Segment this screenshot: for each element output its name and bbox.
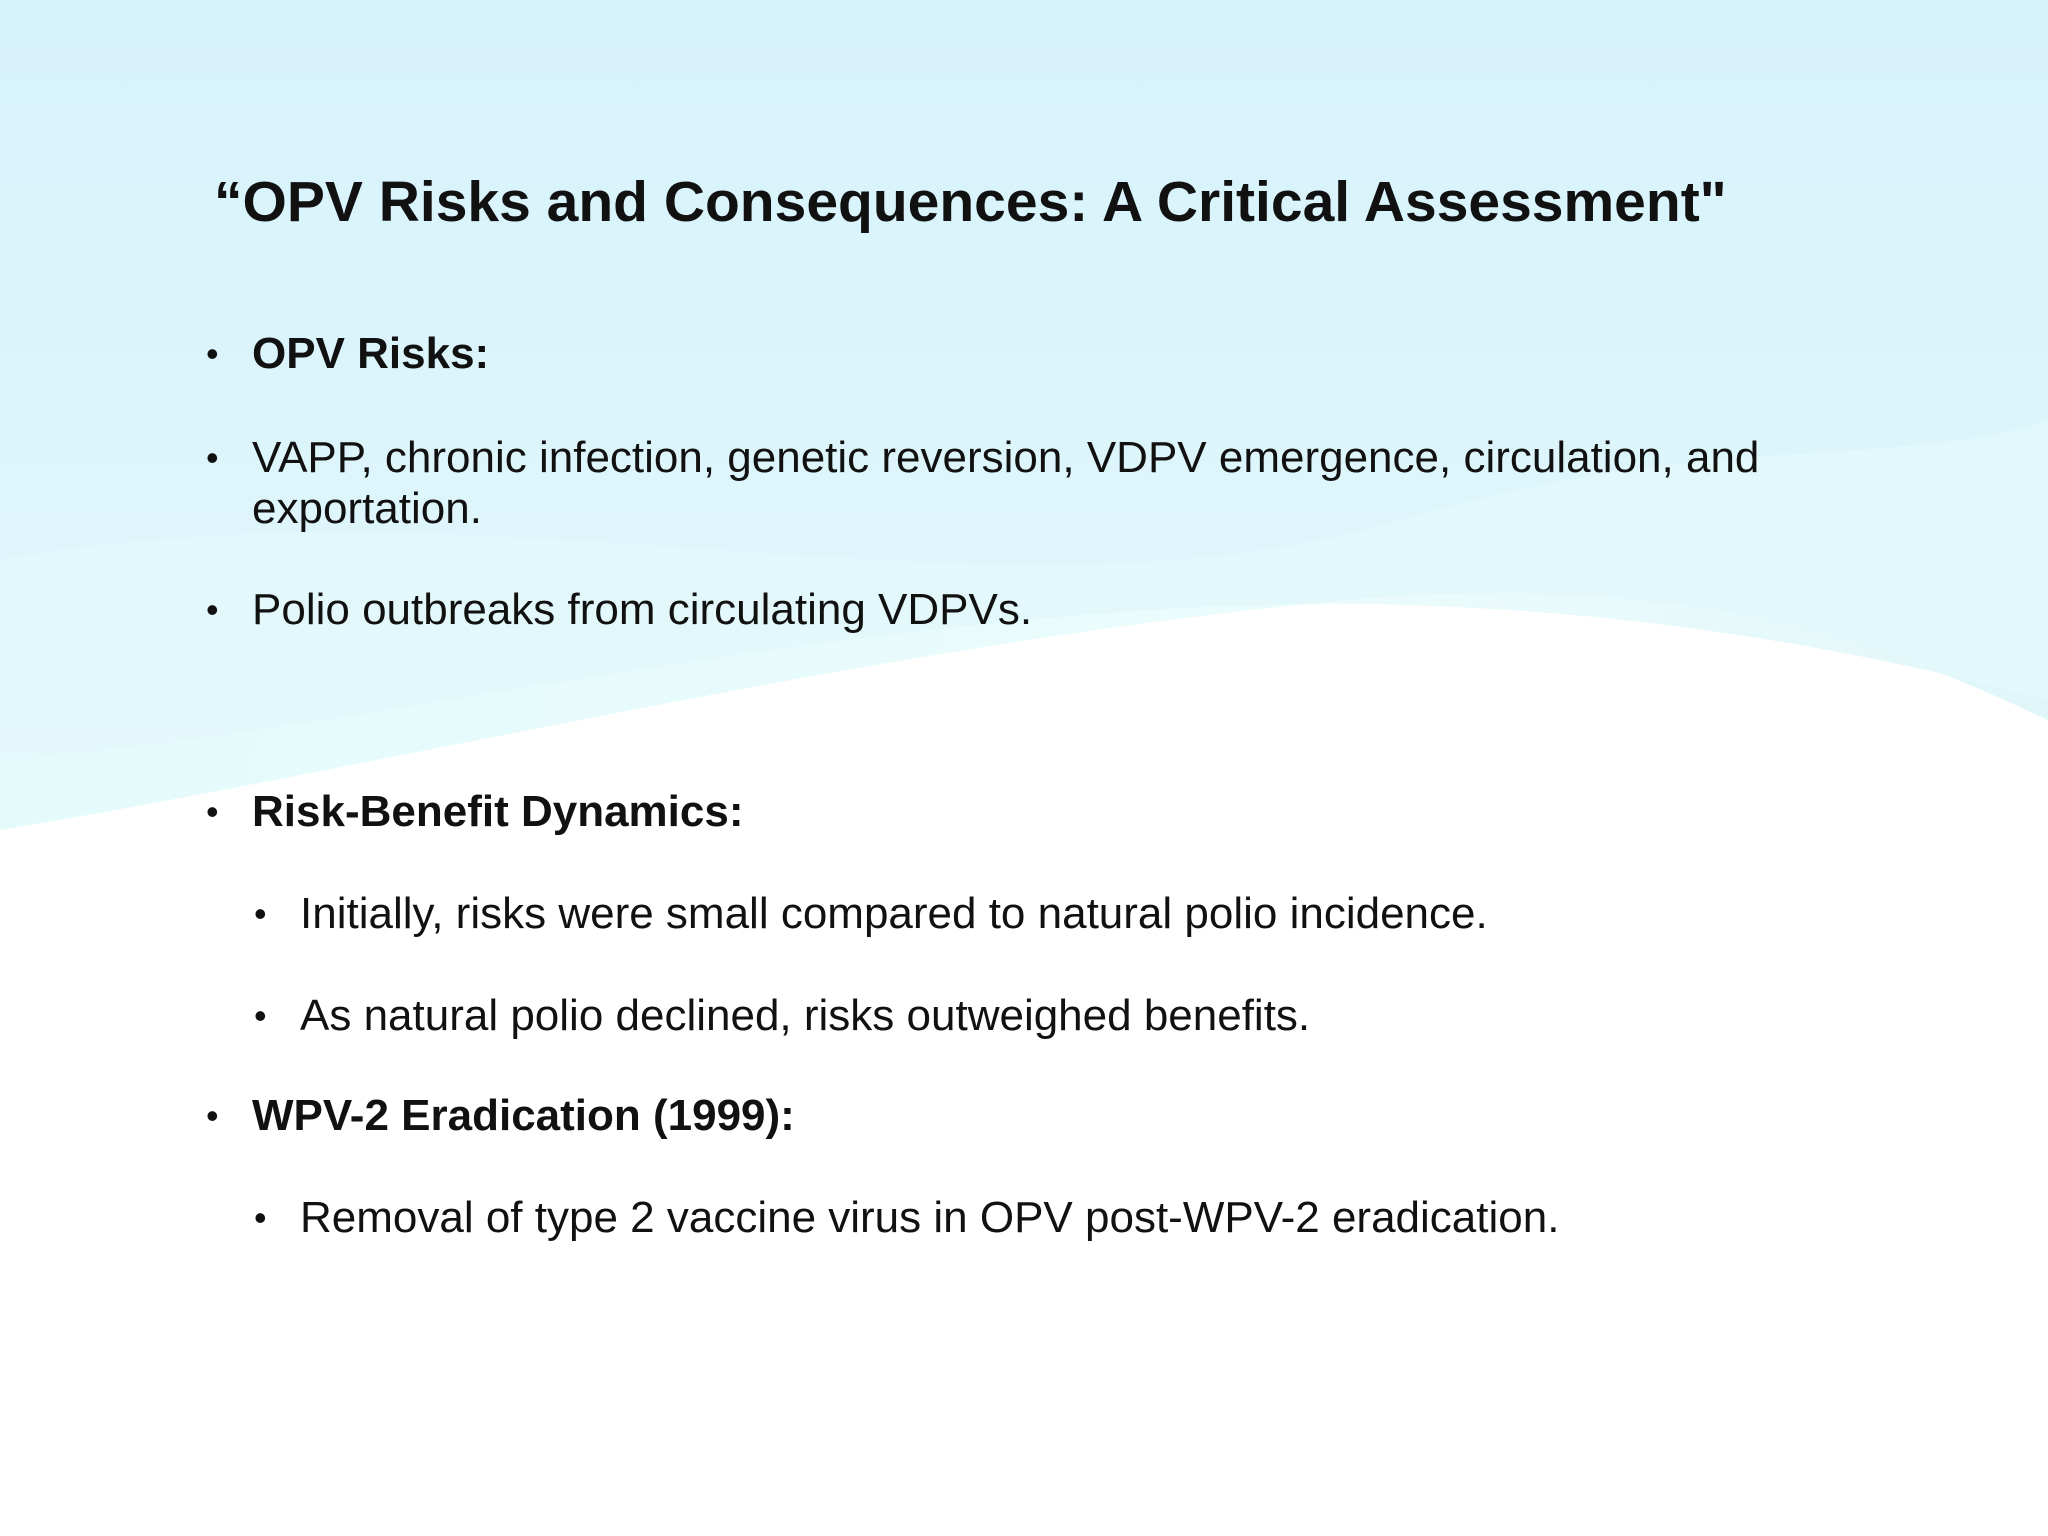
bullet-item (206, 432, 1832, 534)
slide-title: “OPV Risks and Consequences: A Critical Assessment" (214, 170, 1727, 234)
sub-bullet-item (254, 1192, 1840, 1243)
bullet-item (206, 584, 1832, 635)
bullet-dot-icon: • (254, 1197, 267, 1238)
bullet-item (206, 1090, 1832, 1141)
sub-bullet-item (254, 888, 1840, 939)
bullet-dot-icon: • (206, 437, 219, 478)
bullet-text: Polio outbreaks from circulating VDPVs. (252, 585, 1033, 634)
bullet-text: OPV Risks: (252, 329, 490, 378)
bullet-text: Risk-Benefit Dynamics: (252, 787, 744, 836)
bullet-text: Initially, risks were small compared to natural polio incidence. (300, 889, 1488, 938)
bullet-text: Removal of type 2 vaccine virus in OPV post-WPV-2 eradication. (300, 1193, 1560, 1242)
bullet-dot-icon: • (206, 1095, 219, 1136)
bullet-dot-icon: • (206, 791, 219, 832)
bullet-item (206, 786, 1832, 837)
bullet-dot-icon: • (206, 333, 219, 374)
bullet-dot-icon: • (254, 893, 267, 934)
bullet-dot-icon: • (254, 995, 267, 1036)
bullet-text: WPV-2 Eradication (1999): (252, 1091, 795, 1140)
bullet-dot-icon: • (206, 589, 219, 630)
bullet-item (206, 328, 1832, 379)
bullet-text: As natural polio declined, risks outweighed benefits. (300, 991, 1311, 1040)
sub-bullet-item (254, 990, 1840, 1041)
bullet-text: VAPP, chronic infection, genetic reversion, VDPV emergence, circulation, and exportation. (252, 433, 1760, 533)
